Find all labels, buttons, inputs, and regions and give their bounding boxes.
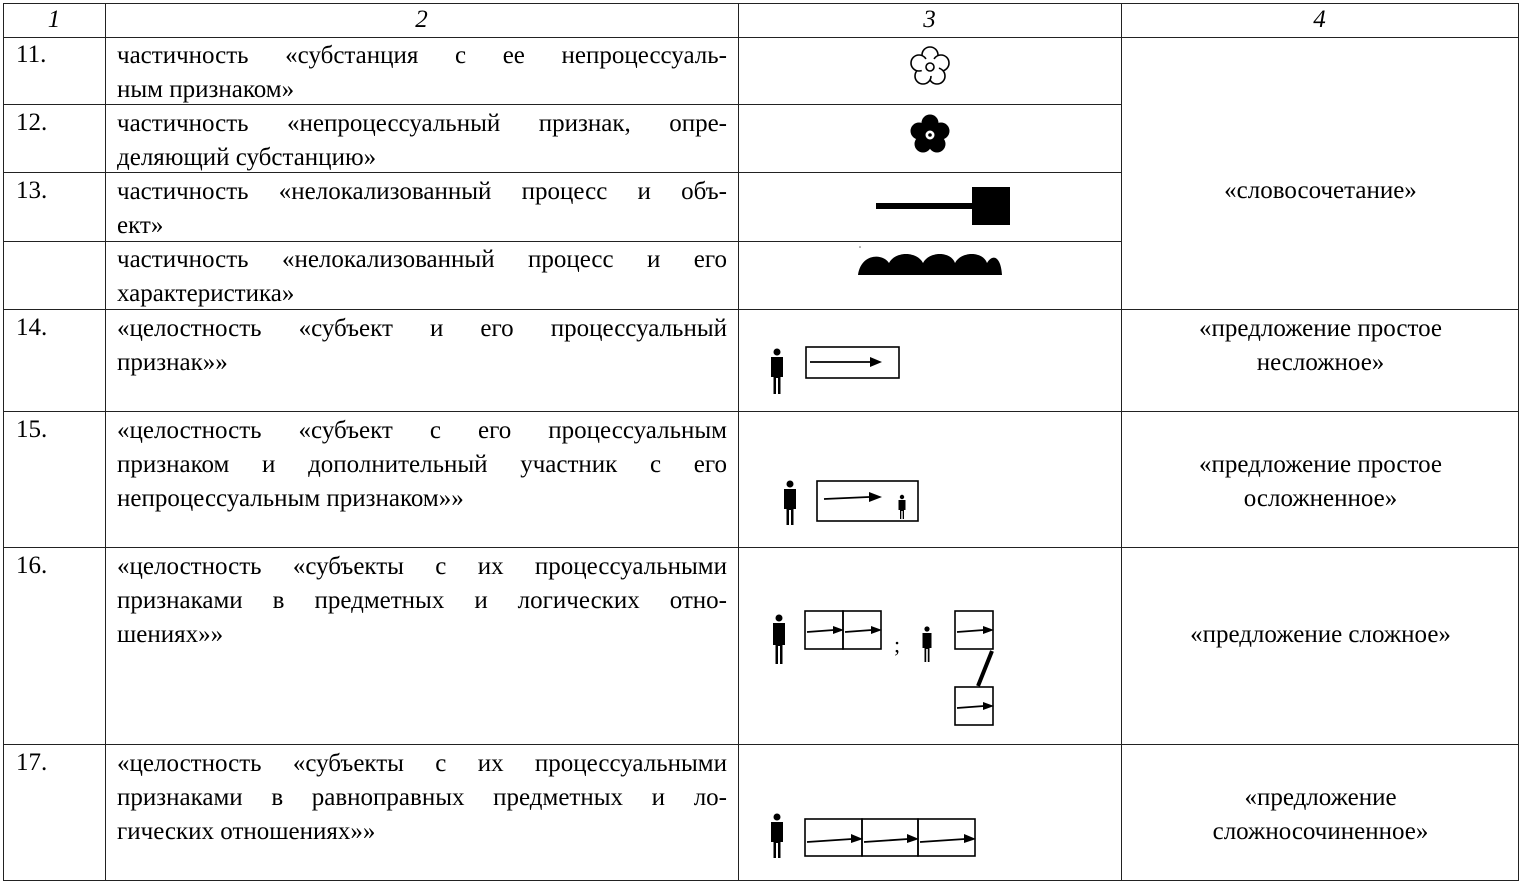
row-number: 15. [16, 416, 48, 443]
description-line: гических отношениях»» [117, 818, 376, 845]
description-line: признаком и дополнительный участник с его [117, 451, 727, 478]
description-line: шениях»» [117, 621, 224, 648]
category-compound [1123, 781, 1518, 849]
category-line: осложненное» [1243, 485, 1398, 512]
description-line: «целостность «субъект и его процессуальный [117, 315, 727, 342]
description-line: частичность «непроцессуальный признак, опре- [117, 110, 727, 137]
compound-sentence-scheme-icon [766, 810, 980, 862]
category-line: сложносочиненное» [1212, 818, 1429, 845]
description-line: «целостность «субъект с его процессуальным [117, 417, 727, 444]
category-line: «предложение [1244, 784, 1397, 811]
description-line: характеристика» [117, 280, 295, 307]
category-complicated [1123, 448, 1518, 516]
person-with-arrow-box-and-small-person-icon [779, 477, 923, 527]
table-border [738, 3, 739, 880]
line-with-square-icon [876, 185, 1012, 227]
column-header-4: 4 [1313, 6, 1326, 33]
row-number: 13. [16, 177, 48, 204]
table-border [3, 411, 1519, 412]
row-number: 12. [16, 109, 48, 136]
description-line: ект» [117, 212, 164, 239]
description-line: частичность «нелокализованный процесс и его [117, 246, 727, 273]
description-line: деляющий субстанцию» [117, 144, 377, 171]
wavy-band-icon [855, 243, 1005, 295]
table-border [3, 547, 1519, 548]
table-border [3, 3, 4, 880]
category-simple [1123, 312, 1518, 380]
category-line: «предложение простое [1199, 451, 1442, 478]
table-border [3, 744, 1519, 745]
column-header-1: 1 [47, 6, 61, 33]
description-line: непроцессуальным признаком»» [117, 485, 464, 512]
filled-flower-icon [908, 114, 952, 156]
row-description [117, 747, 727, 849]
row-number: 11. [16, 41, 47, 68]
row-description [117, 107, 727, 175]
complex-sentence-scheme-icon [766, 607, 1002, 731]
table-border [105, 3, 106, 880]
table-border [1518, 3, 1519, 880]
row-description [117, 175, 727, 243]
person-with-arrow-box-icon [766, 344, 906, 396]
row-description [117, 550, 727, 652]
table-border [1121, 3, 1122, 880]
description-line: ным признаком» [117, 76, 295, 103]
description-line: «целостность «субъекты с их процессуальными [117, 553, 727, 580]
category-line: «предложение сложное» [1190, 621, 1451, 648]
column-header-3: 3 [923, 6, 936, 33]
row-description [117, 39, 727, 107]
category-line: «предложение простое [1199, 315, 1442, 342]
outline-flower-icon [908, 46, 952, 88]
row-description [117, 414, 727, 516]
row-description [117, 312, 727, 380]
description-line: признаками в предметных и логических отно- [117, 587, 727, 614]
description-line: признаками в равноправных предметных и ло- [117, 784, 727, 811]
scheme-separator: ; [894, 632, 901, 657]
table-border [3, 37, 1519, 38]
category-line: несложное» [1256, 349, 1385, 376]
description-line: частичность «субстанция с ее непроцессуаль- [117, 42, 727, 69]
row-description [117, 243, 727, 311]
description-line: признак»» [117, 349, 228, 376]
table-border [3, 880, 1519, 881]
row-number: 16. [16, 552, 48, 579]
description-line: «целостность «субъекты с их процессуальными [117, 750, 727, 777]
row-number: 14. [16, 314, 48, 341]
row-number: 17. [16, 749, 48, 776]
category-complex [1123, 618, 1518, 652]
column-header-2: 2 [415, 6, 428, 33]
category-phrase: «словосочетание» [1224, 177, 1417, 204]
description-line: частичность «нелокализованный процесс и объ- [117, 178, 727, 205]
